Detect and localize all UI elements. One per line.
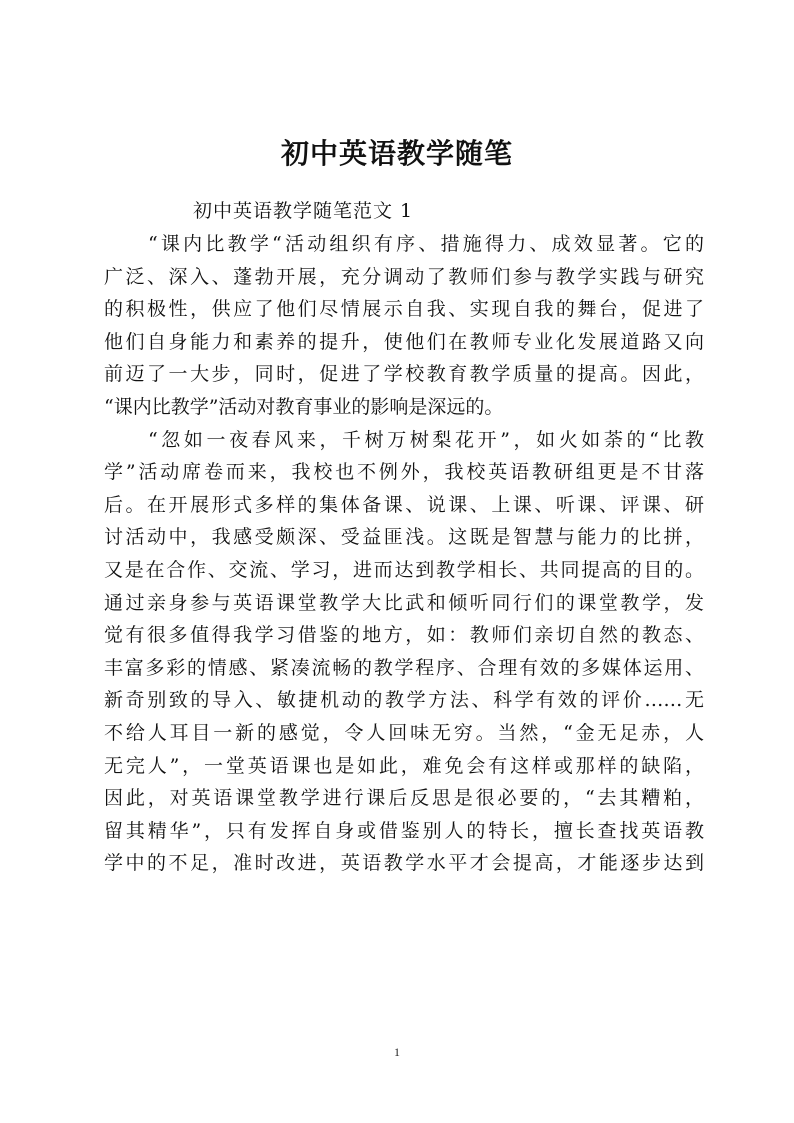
paragraph-1-line: 的积极性，供应了他们尽情展示自我、实现自我的舞台，促进了 [104,298,704,321]
document-body [104,228,704,880]
page-number: 1 [394,1045,400,1059]
paragraph-2-line: 又是在合作、交流、学习，进而达到教学相长、共同提高的目的。 [104,558,704,581]
paragraph-1-line: “课内比教学”活动对教育事业的影响是深远的。 [104,395,504,418]
paragraph-2-line: 学中的不足，准时改进，英语教学水平才会提高，才能逐步达到 [104,852,704,875]
document-title: 初中英语教学随笔 [280,137,513,170]
paragraph-2-line: 无完人”，一堂英语课也是如此，难免会有这样或那样的缺陷， [104,754,704,777]
paragraph-2-line: 后。在开展形式多样的集体备课、说课、上课、听课、评课、研 [104,493,704,516]
paragraph-2-line: 学”活动席卷而来，我校也不例外，我校英语教研组更是不甘落 [104,461,704,484]
paragraph-1-line: 广泛、深入、蓬勃开展，充分调动了教师们参与教学实践与研究 [104,265,704,288]
paragraph-2-line: 不给人耳目一新的感觉，令人回味无穷。当然，“金无足赤，人 [104,721,704,744]
paragraph-2-line: 因此，对英语课堂教学进行课后反思是很必要的，“去其糟粕， [104,787,704,810]
paragraph-1-line: 前迈了一大步，同时，促进了学校教育教学质量的提高。因此， [104,363,704,386]
document-subtitle: 初中英语教学随笔范文 1 [193,200,414,222]
paragraph-2-line: 通过亲身参与英语课堂教学大比武和倾听同行们的课堂教学，发 [104,591,704,614]
paragraph-2-line: 丰富多彩的情感、紧凑流畅的教学程序、合理有效的多媒体运用、 [104,656,704,679]
paragraph-2-line: 讨活动中，我感受颇深、受益匪浅。这既是智慧与能力的比拼， [104,526,704,549]
paragraph-1-line: 他们自身能力和素养的提升，使他们在教师专业化发展道路又向 [104,330,704,353]
paragraph-2-line: “忽如一夜春风来，千树万树梨花开”，如火如荼的“比教 [148,428,704,451]
paragraph-2-line: 觉有很多值得我学习借鉴的地方，如：教师们亲切自然的教态、 [104,624,704,647]
paragraph-2-line: 留其精华”，只有发挥自身或借鉴别人的特长，擅长查找英语教 [104,819,704,842]
paragraph-2-line: 新奇别致的导入、敏捷机动的教学方法、科学有效的评价……无 [104,689,704,712]
paragraph-1-line: “课内比教学“活动组织有序、措施得力、成效显著。它的 [148,233,704,255]
